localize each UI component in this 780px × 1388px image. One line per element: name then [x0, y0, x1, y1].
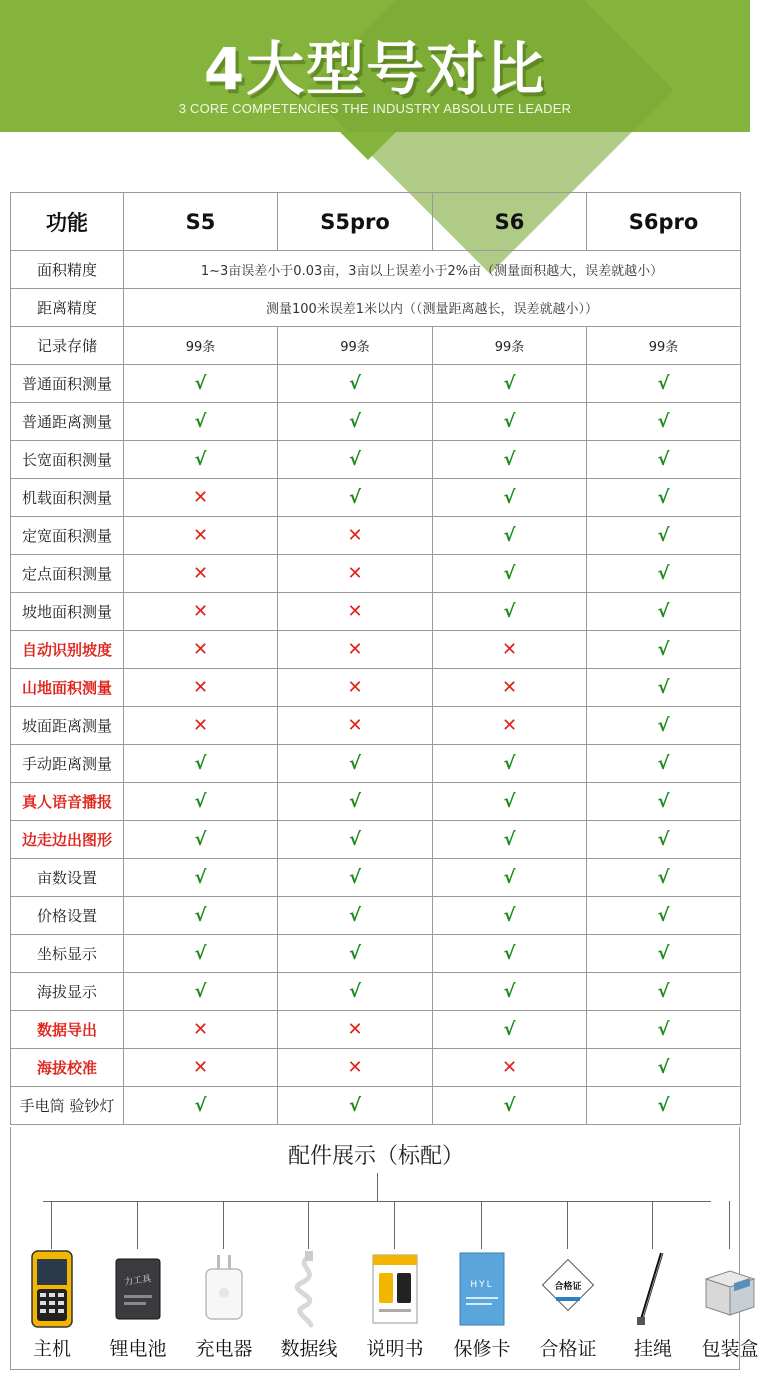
accessory-item [442, 1201, 522, 1361]
mark-cell [587, 1011, 741, 1049]
row-label: 普通距离测量 [11, 403, 124, 441]
cross-icon: ✕ [347, 639, 363, 660]
row-label: 坡面距离测量 [11, 707, 124, 745]
mark-cell [433, 745, 587, 783]
mark-cell [433, 669, 587, 707]
mark-cell [278, 935, 433, 973]
cross-icon: ✕ [501, 677, 518, 698]
check-icon: √ [194, 373, 207, 394]
check-icon: √ [657, 563, 670, 584]
mark-cell [124, 821, 278, 859]
row-label: 长宽面积测量 [11, 441, 124, 479]
tree-connector [567, 1201, 568, 1249]
check-icon: √ [503, 487, 516, 508]
row-label: 定点面积测量 [11, 555, 124, 593]
mark-cell [433, 973, 587, 1011]
cross-icon: ✕ [192, 677, 209, 698]
row-label: 亩数设置 [11, 859, 124, 897]
accessory-item [184, 1201, 264, 1361]
table-row [11, 669, 741, 707]
tree-connector [377, 1173, 378, 1201]
check-icon: √ [657, 753, 670, 774]
mark-cell [433, 631, 587, 669]
page-subtitle: 3 CORE COMPETENCIES THE INDUSTRY ABSOLUTE LEADER [178, 101, 572, 116]
lanyard-icon [627, 1249, 679, 1329]
svg-text:力工具: 力工具 [123, 1274, 152, 1288]
check-icon: √ [657, 791, 670, 812]
cross-icon: ✕ [347, 715, 363, 736]
accessory-label: 挂绳 [633, 1338, 672, 1360]
accessory-label: 数据线 [280, 1338, 338, 1360]
cross-icon: ✕ [347, 677, 363, 698]
mark-cell [587, 517, 741, 555]
check-icon: √ [657, 981, 670, 1002]
table-row [11, 479, 741, 517]
check-icon: √ [194, 791, 207, 812]
tree-connector [51, 1201, 52, 1249]
mark-cell [587, 1087, 741, 1125]
row-label: 记录存储 [11, 327, 124, 365]
accessory-item [269, 1201, 349, 1361]
mark-cell [433, 365, 587, 403]
storage-value: 99条 [433, 327, 587, 365]
cross-icon: ✕ [347, 525, 363, 546]
check-icon: √ [503, 791, 516, 812]
table-header-row [11, 193, 741, 251]
page-title: 4大型号对比 [203, 35, 547, 103]
mark-cell [124, 745, 278, 783]
mark-cell [587, 973, 741, 1011]
check-icon: √ [503, 1095, 516, 1116]
mark-cell [124, 935, 278, 973]
check-icon: √ [503, 563, 516, 584]
check-icon: √ [657, 677, 670, 698]
cross-icon: ✕ [192, 525, 209, 546]
accessory-label: 包装盒 [701, 1338, 759, 1360]
mark-cell [124, 365, 278, 403]
check-icon: √ [194, 905, 207, 926]
check-icon: √ [194, 829, 207, 850]
table-row [11, 251, 741, 289]
check-icon: √ [194, 411, 207, 432]
header-s5pro: S5pro [278, 193, 433, 251]
accessory-label: 主机 [32, 1338, 71, 1360]
check-icon: √ [657, 449, 670, 470]
warranty-card-icon [456, 1249, 508, 1329]
mark-cell [278, 1011, 433, 1049]
mark-cell [433, 517, 587, 555]
check-icon: √ [348, 487, 361, 508]
cross-icon: ✕ [192, 1019, 209, 1040]
accessory-item [528, 1201, 608, 1361]
mark-cell [433, 1087, 587, 1125]
mark-cell [124, 479, 278, 517]
check-icon: √ [503, 411, 516, 432]
mark-cell [278, 745, 433, 783]
check-icon: √ [503, 981, 516, 1002]
check-icon: √ [194, 449, 207, 470]
mark-cell [278, 593, 433, 631]
table-row [11, 365, 741, 403]
svg-text:合格证: 合格证 [554, 1282, 582, 1292]
tree-connector [223, 1201, 224, 1249]
accessory-label: 充电器 [195, 1338, 253, 1360]
check-icon: √ [657, 487, 670, 508]
table-row [11, 897, 741, 935]
check-icon: √ [657, 715, 670, 736]
cross-icon: ✕ [192, 715, 209, 736]
cross-icon: ✕ [192, 1057, 209, 1078]
table-row [11, 289, 741, 327]
mark-cell [433, 935, 587, 973]
header-s6pro: S6pro [587, 193, 741, 251]
cross-icon: ✕ [192, 639, 209, 660]
mark-cell [587, 707, 741, 745]
check-icon: √ [503, 1019, 516, 1040]
mark-cell [278, 897, 433, 935]
cross-icon: ✕ [192, 487, 209, 508]
check-icon: √ [657, 525, 670, 546]
row-label: 手电筒 验钞灯 [11, 1087, 124, 1125]
cross-icon: ✕ [347, 601, 363, 622]
check-icon: √ [348, 981, 361, 1002]
check-icon: √ [503, 829, 516, 850]
charger-icon [198, 1249, 250, 1329]
check-icon: √ [657, 867, 670, 888]
mark-cell [278, 517, 433, 555]
check-icon: √ [348, 905, 361, 926]
table-row [11, 1087, 741, 1125]
row-label: 海拔显示 [11, 973, 124, 1011]
check-icon: √ [348, 753, 361, 774]
mark-cell [278, 441, 433, 479]
row-label: 机载面积测量 [11, 479, 124, 517]
tree-connector [308, 1201, 309, 1249]
mark-cell [278, 631, 433, 669]
accessories-title: 配件展示（标配） [287, 1144, 464, 1169]
header-arrow-icon [340, 132, 396, 160]
check-icon: √ [348, 449, 361, 470]
accessory-label: 锂电池 [109, 1338, 167, 1360]
mark-cell [278, 783, 433, 821]
mark-cell [124, 593, 278, 631]
tree-connector [481, 1201, 482, 1249]
table-row [11, 517, 741, 555]
svg-text:HYL: HYL [470, 1280, 494, 1290]
accessory-item [98, 1201, 178, 1361]
header-banner [0, 0, 750, 132]
check-icon: √ [657, 373, 670, 394]
mark-cell [433, 897, 587, 935]
check-icon: √ [657, 943, 670, 964]
header-s6: S6 [433, 193, 587, 251]
mark-cell [433, 593, 587, 631]
check-icon: √ [657, 411, 670, 432]
accessory-item [12, 1201, 92, 1361]
mark-cell [124, 517, 278, 555]
table-row [11, 783, 741, 821]
mark-cell [278, 403, 433, 441]
mark-cell [433, 555, 587, 593]
row-label: 坡地面积测量 [11, 593, 124, 631]
mark-cell [587, 821, 741, 859]
mark-cell [278, 1087, 433, 1125]
cable-icon [283, 1249, 335, 1329]
row-label: 数据导出 [11, 1011, 124, 1049]
check-icon: √ [194, 943, 207, 964]
row-label: 价格设置 [11, 897, 124, 935]
table-row [11, 631, 741, 669]
tree-connector [652, 1201, 653, 1249]
accessory-label: 合格证 [539, 1338, 597, 1360]
mark-cell [587, 745, 741, 783]
certificate-icon [542, 1249, 594, 1329]
check-icon: √ [657, 829, 670, 850]
mark-cell [124, 555, 278, 593]
check-icon: √ [348, 943, 361, 964]
check-icon: √ [503, 943, 516, 964]
device-icon [26, 1249, 78, 1329]
mark-cell [278, 821, 433, 859]
mark-cell [124, 441, 278, 479]
check-icon: √ [348, 373, 361, 394]
table-row [11, 745, 741, 783]
mark-cell [433, 403, 587, 441]
accessory-item [355, 1201, 435, 1361]
cross-icon: ✕ [501, 639, 518, 660]
mark-cell [587, 593, 741, 631]
check-icon: √ [503, 373, 516, 394]
row-label: 定宽面积测量 [11, 517, 124, 555]
mark-cell [278, 479, 433, 517]
manual-icon [369, 1249, 421, 1329]
mark-cell [124, 1011, 278, 1049]
table-row [11, 403, 741, 441]
accessory-label: 说明书 [366, 1338, 424, 1360]
storage-value: 99条 [587, 327, 741, 365]
check-icon: √ [657, 639, 670, 660]
check-icon: √ [503, 905, 516, 926]
tree-connector [729, 1201, 730, 1249]
mark-cell [124, 707, 278, 745]
mark-cell [278, 365, 433, 403]
cross-icon: ✕ [347, 563, 363, 584]
mark-cell [433, 1049, 587, 1087]
mark-cell [124, 1087, 278, 1125]
mark-cell [433, 441, 587, 479]
table-row [11, 707, 741, 745]
check-icon: √ [348, 1095, 361, 1116]
mark-cell [433, 707, 587, 745]
accessories-section [10, 1127, 759, 1370]
cross-icon: ✕ [347, 1057, 363, 1078]
storage-value: 99条 [124, 327, 278, 365]
check-icon: √ [194, 867, 207, 888]
check-icon: √ [194, 981, 207, 1002]
check-icon: √ [657, 1095, 670, 1116]
table-row [11, 859, 741, 897]
check-icon: √ [194, 753, 207, 774]
row-label: 普通面积测量 [11, 365, 124, 403]
check-icon: √ [348, 867, 361, 888]
table-row [11, 935, 741, 973]
mark-cell [124, 669, 278, 707]
mark-cell [124, 1049, 278, 1087]
tree-connector [137, 1201, 138, 1249]
mark-cell [587, 859, 741, 897]
mark-cell [587, 935, 741, 973]
area-precision-value: 1~3亩误差小于0.03亩，3亩以上误差小于2%亩（测量面积越大，误差就越小） [124, 251, 741, 289]
check-icon: √ [657, 601, 670, 622]
row-label: 面积精度 [11, 251, 124, 289]
mark-cell [587, 631, 741, 669]
row-label: 自动识别坡度 [11, 631, 124, 669]
accessory-item [690, 1201, 770, 1361]
mark-cell [433, 821, 587, 859]
storage-value: 99条 [278, 327, 433, 365]
check-icon: √ [657, 1019, 670, 1040]
check-icon: √ [503, 753, 516, 774]
mark-cell [433, 859, 587, 897]
check-icon: √ [657, 905, 670, 926]
cross-icon: ✕ [501, 715, 518, 736]
mark-cell [124, 973, 278, 1011]
row-label: 坐标显示 [11, 935, 124, 973]
table-row [11, 1011, 741, 1049]
cross-icon: ✕ [501, 1057, 518, 1078]
check-icon: √ [503, 601, 516, 622]
row-label: 海拔校准 [11, 1049, 124, 1087]
mark-cell [433, 783, 587, 821]
mark-cell [587, 365, 741, 403]
check-icon: √ [503, 525, 516, 546]
mark-cell [587, 403, 741, 441]
table-row [11, 441, 741, 479]
battery-icon [112, 1249, 164, 1329]
mark-cell [124, 631, 278, 669]
check-icon: √ [194, 1095, 207, 1116]
accessory-label: 保修卡 [453, 1338, 511, 1360]
distance-precision-value: 测量100米误差1米以内（（测量距离越长，误差就越小）） [124, 289, 741, 327]
row-label: 边走边出图形 [11, 821, 124, 859]
table-row [11, 821, 741, 859]
mark-cell [278, 859, 433, 897]
mark-cell [433, 479, 587, 517]
mark-cell [433, 1011, 587, 1049]
table-row [11, 555, 741, 593]
table-row [11, 973, 741, 1011]
mark-cell [278, 669, 433, 707]
mark-cell [278, 1049, 433, 1087]
mark-cell [587, 669, 741, 707]
mark-cell [587, 555, 741, 593]
mark-cell [278, 707, 433, 745]
mark-cell [124, 859, 278, 897]
mark-cell [278, 555, 433, 593]
table-row [11, 327, 741, 365]
mark-cell [278, 973, 433, 1011]
mark-cell [124, 783, 278, 821]
check-icon: √ [348, 829, 361, 850]
check-icon: √ [348, 411, 361, 432]
row-label: 距离精度 [11, 289, 124, 327]
mark-cell [124, 897, 278, 935]
row-label: 山地面积测量 [11, 669, 124, 707]
header-feature: 功能 [11, 193, 124, 251]
header-s5: S5 [124, 193, 278, 251]
table-row [11, 1049, 741, 1087]
check-icon: √ [503, 449, 516, 470]
mark-cell [124, 403, 278, 441]
mark-cell [587, 1049, 741, 1087]
cross-icon: ✕ [192, 563, 209, 584]
mark-cell [587, 479, 741, 517]
cross-icon: ✕ [192, 601, 209, 622]
check-icon: √ [503, 867, 516, 888]
comparison-table [10, 192, 741, 1125]
row-label: 手动距离测量 [11, 745, 124, 783]
row-label: 真人语音播报 [11, 783, 124, 821]
check-icon: √ [348, 791, 361, 812]
check-icon: √ [657, 1057, 670, 1078]
mark-cell [587, 897, 741, 935]
cross-icon: ✕ [347, 1019, 363, 1040]
mark-cell [587, 441, 741, 479]
tree-connector [394, 1201, 395, 1249]
table-row [11, 593, 741, 631]
box-icon [704, 1249, 756, 1329]
mark-cell [587, 783, 741, 821]
